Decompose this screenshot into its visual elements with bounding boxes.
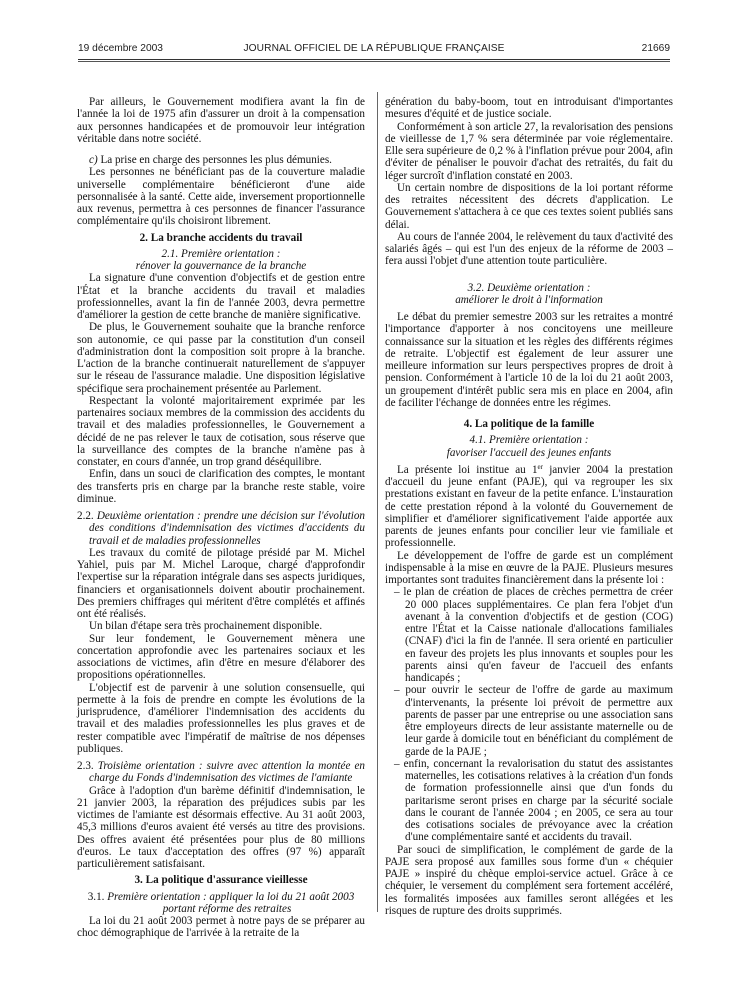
paragraph: De plus, le Gouvernement souhaite que la branche renforce son autonomie, ce qui passe par la constitution d'un conseil d'administration dont la composition soit propre à la branche. L'action de la branche continuerait naturellement de s'appuyer sur le réseau de l'assurance maladie. Une disposition législative spécifique sera prochainement présentée au Parlement.	[77, 321, 365, 395]
heading-text: Première orientation : appliquer la loi du 21 août 2003 portant réforme des retraites	[107, 890, 355, 915]
subsection-heading	[77, 760, 365, 785]
measures-list	[385, 586, 673, 843]
paragraph: Un bilan d'étape sera très prochainement disponible.	[89, 620, 323, 633]
header-date: 19 décembre 2003	[78, 43, 163, 54]
heading-number: 3.1.	[87, 890, 105, 903]
subsection-heading-line1: 2.1. Première orientation :	[161, 247, 281, 260]
list-item: – le plan de création de places de crèches permettra de créer 20 000 places supplémentaires. Ce plan fera l'objet d'un avenant à la convention d'objectifs et de gestion (COG) entre l'État et la Caisse nationale d'allocations familiales (CNAF) d'ici la fin de l'année. Il sera orienté en particulier en faveur des projets les plus innovants et souples pour les parents ainsi qu'en faveur de l'accueil des enfants handicapés ;	[385, 586, 673, 684]
subsection-heading-line2: améliorer le droit à l'information	[455, 293, 603, 306]
paragraph: Enfin, dans un souci de clarification des comptes, le montant des transferts pris en charge par la branche reste stable, voire diminue.	[77, 468, 365, 505]
paragraph: Par ailleurs, le Gouvernement modifiera avant la fin de l'année la loi de 1975 afin d'assurer un droit à la compensation aux personnes handicapées et de promouvoir leur intégration véritable dans notre société.	[77, 96, 365, 145]
paragraph: Un certain nombre de dispositions de la loi portant réforme des retraites nécessitent des décrets d'application. Le Gouvernement s'attachera à ce que ces textes soient publiés sans délai.	[385, 181, 673, 231]
heading-number: 2.2.	[77, 510, 94, 522]
column-divider	[377, 92, 378, 912]
subheading-letter: c)	[89, 154, 98, 166]
paragraph: La signature d'une convention d'objectifs et de gestion entre l'État et la branche accidents du travail et maladies professionnelles, avant la fin de l'année 2003, devra permettre d'améliorer la gestion de cette branche de manière significative.	[77, 272, 365, 321]
heading-text: Deuxième orientation : prendre une décision sur l'évolution des conditions d'indemnisation des victimes d'accidents du travail et de maladies professionnelles	[89, 510, 365, 547]
paragraph: Les personnes ne bénéficiant pas de la couverture maladie universelle complémentaire bénéficieront d'une aide personnalisée à la santé. Cette aide, inversement proportionnelle aux revenus, permettra à ces personnes de financer l'assurance complémentaire qu'ils choisiront librement.	[77, 166, 365, 228]
paragraph: Le débat du premier semestre 2003 sur les retraites a montré l'importance d'apporter à nos concitoyens une meilleure connaissance sur la situation et les règles des différents régimes de retraite. L'objectif est également de leur assurer une meilleure information sur leurs perspectives propres de droit à pension. Conformément à l'article 10 de la loi du 21 août 2003, un groupement d'intérêt public sera mis en place en 2004, afin de faciliter l'échange de données entre les régimes.	[385, 311, 673, 409]
subsection-heading-line2: favoriser l'accueil des jeunes enfants	[446, 446, 612, 459]
subsection-heading	[77, 891, 365, 916]
subsection-heading	[77, 510, 365, 547]
subsection-heading-line2: rénover la gouvernance de la branche	[135, 260, 307, 272]
paragraph: Conformément à son article 27, la revalorisation des pensions de vieillesse de 1,7 % sera déterminée par voie réglementaire. Elle sera supérieure de 0,2 % à l'inflation prévue pour 2004, afin d'éviter de pénaliser le pouvoir d'achat des retraités, du fait du léger surcroît d'inflation constaté en 2003.	[385, 120, 673, 182]
paragraph: La présente loi institue au 1er janvier 2004 la prestation d'accueil du jeune enfant (PAJE), qui va regrouper les six prestations existant en faveur de la petite enfance. L'instauration de cette prestation répond à la volonté du Gouvernement de simplifier et d'améliorer significativement l'aide apportée aux parents de jeunes enfants pour concilier leur vie familiale et professionnelle.	[385, 462, 673, 550]
subsection-heading-line1: 4.1. Première orientation :	[469, 434, 589, 447]
right-column	[385, 96, 673, 917]
page-number: 21669	[641, 43, 670, 54]
section-heading: 2. La branche accidents du travail	[139, 231, 303, 244]
heading-number: 2.3.	[77, 760, 94, 772]
list-item: – enfin, concernant la revalorisation du statut des assistantes maternelles, les cotisations relatives à la création d'un fonds de formation professionnelle ainsi que d'un fonds du paritarisme seront prises en charge par la sécurité sociale dans le courant de l'année 2004 ; en 2005, ce sera au tour des cotisations sociales de prévoyance avec la création d'une complémentaire santé et accidents du travail.	[385, 758, 673, 844]
paragraph: Au cours de l'année 2004, le relèvement du taux d'activité des salariés âgés – qui est l'un des enjeux de la réforme de 2003 – fera aussi l'objet d'une attention toute particulière.	[385, 230, 673, 268]
section-heading: 3. La politique d'assurance vieillesse	[134, 874, 308, 887]
paragraph: Grâce à l'adoption d'un barème définitif d'indemnisation, le 21 janvier 2003, la réparation des préjudices subis par les victimes de l'amiante est désormais effective. Au 31 août 2003, 45,3 millions d'euros avaient été versés au titre des provisions. Des offres avaient été présentées pour plus de 80 millions d'euros. Le taux d'acceptation des offres (97 %) apparaît particulièrement satisfaisant.	[77, 784, 365, 870]
subsection-heading-line1: 3.2. Deuxième orientation :	[467, 281, 591, 294]
paragraph: Respectant la volonté majoritairement exprimée par les partenaires sociaux membres de la commission des accidents du travail et des maladies professionnelles, le Gouvernement a décidé de ne pas relever le taux de cotisation, sous réserve que la surveillance des comptes de la branche n'amène pas à constater, en cours d'année, un trop grand déséquilibre.	[77, 394, 365, 468]
paragraph: Le développement de l'offre de garde est un complément indispensable à la mise en œuvre de la PAJE. Plusieurs mesures importantes sont traduites financièrement dans la présente loi :	[385, 549, 673, 586]
page-header	[78, 41, 670, 57]
paragraph-continued: génération du baby-boom, tout en introduisant d'importantes mesures d'équité et de justice sociale.	[385, 96, 673, 121]
subheading-text: La prise en charge des personnes les plus démunies.	[100, 154, 332, 166]
paragraph: Par souci de simplification, le complément de garde de la PAJE sera proposé aux familles sous forme d'un « chéquier PAJE » inspiré du chèque emploi-service actuel. Grâce à ce chéquier, le versement du complément sera fortement accéléré, les formalités imposées aux familles seront allégées et les risques de rupture des droits supprimés.	[385, 843, 673, 917]
section-heading: 4. La politique de la famille	[463, 418, 595, 430]
paragraph: Sur leur fondement, le Gouvernement mènera une concertation approfondie avec les partenaires sociaux et les associations de victimes, afin d'être en mesure d'élaborer des propositions opérationnelles.	[77, 632, 365, 682]
left-column	[77, 96, 365, 940]
list-item: – pour ouvrir le secteur de l'offre de garde au maximum d'intervenants, la présente loi prévoit de permettre aux parents de passer par une entreprise ou une association sans être employeurs directs de leur assistante maternelle ou de leur garde à domicile tout en bénéficiant du complément de garde de la PAJE ;	[385, 684, 673, 758]
heading-text: Troisième orientation : suivre avec attention la montée en charge du Fonds d'indemnisation des victimes de l'amiante	[89, 760, 365, 785]
journal-title: JOURNAL OFFICIEL DE LA RÉPUBLIQUE FRANÇAISE	[243, 43, 505, 54]
paragraph: La loi du 21 août 2003 permet à notre pays de se préparer au choc démographique de l'arrivée à la retraite de la	[77, 915, 365, 940]
paragraph: L'objectif est de parvenir à une solution consensuelle, qui permette à la fois de prendre en compte les évolutions de la jurisprudence, d'améliorer l'indemnisation des accidents du travail et des maladies professionnelles les plus graves et de rester compatible avec l'impératif de maîtrise de nos dépenses publiques.	[77, 681, 365, 755]
header-rule-thin	[78, 61, 670, 62]
subheading-c	[77, 154, 365, 166]
header-rule	[78, 59, 670, 60]
paragraph: Les travaux du comité de pilotage présidé par M. Michel Yahiel, puis par M. Michel Laroque, chargé d'approfondir l'expertise sur la réparation intégrale dans ses aspects juridiques, financiers et organisationnels doivent aboutir prochainement. Des premiers chiffrages qui méritent d'être complétés et affinés ont été réalisés.	[77, 546, 365, 620]
